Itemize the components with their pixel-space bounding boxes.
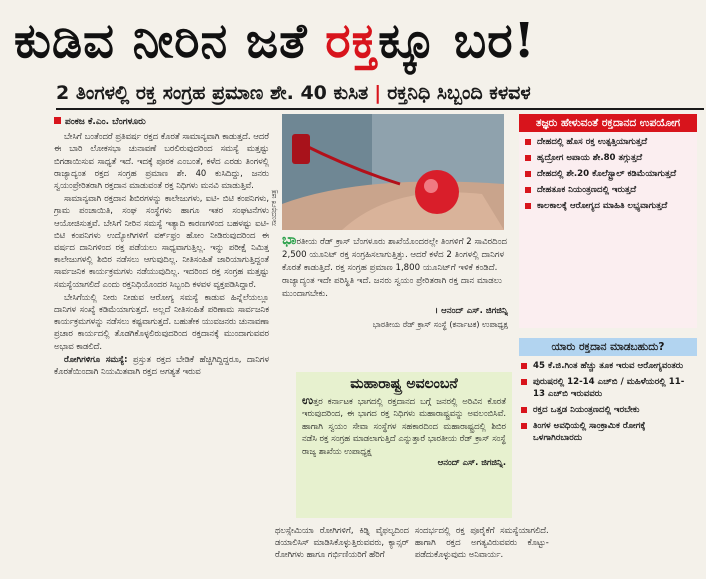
subheading: ರೋಗಿಗಳಿಗೂ ಸಮಸ್ಯೆ:	[64, 353, 128, 364]
maharashtra-author: ಆನಂದ್ ಎಸ್. ಜಿಗಜಿನ್ನಿ.	[437, 457, 506, 468]
header-rule	[56, 108, 704, 110]
quote-dropcap: ಭಾ	[282, 234, 297, 248]
list-item: ದೇಹತೂಕ ನಿಯಂತ್ರಣದಲ್ಲಿ ಇರುತ್ತದೆ	[525, 184, 691, 196]
quote-box	[282, 234, 508, 364]
list-item: ಪುರುಷರಲ್ಲಿ 12-14 ಎಚ್‌ಬಿ / ಮಹಿಳೆಯರಲ್ಲಿ 11-13 ಎಚ್‌ಬಿ ಇರುವವರು	[521, 376, 695, 400]
photo-credit: ಸಾಂದರ್ಭಿಕ ಚಿತ್ರ	[270, 189, 278, 226]
who-box-title: ಯಾರು ರಕ್ತದಾನ ಮಾಡಬಹುದು?	[519, 338, 697, 356]
who-box	[519, 356, 697, 452]
subhead-right: ರಕ್ತನಿಧಿ ಸಿಬ್ಬಂದಿ ಕಳವಳ	[387, 82, 531, 104]
subhead	[56, 80, 704, 106]
subhead-left: 2 ತಿಂಗಳಲ್ಲಿ ರಕ್ತ ಸಂಗ್ರಹ ಪ್ರಮಾಣ ಶೇ. 40 ಕುಸಿತ	[56, 82, 369, 104]
quote-body: ರತೀಯ ರೆಡ್ ಕ್ರಾಸ್ ಬೆಂಗಳೂರು ಶಾಖೆಯೊಂದರಲ್ಲೇ ತಿಂಗಳಿಗೆ 2 ಸಾವಿರದಿಂದ 2,500 ಯೂನಿಟ್ ರಕ್ತ ಸಂಗ್ರಹಿಸಲಾಗುತ್ತಿತ್ತು. ಆದರೆ ಕಳೆದ 2 ತಿಂಗಳಲ್ಲಿ ದಾನಿಗಳ ಕೊರತೆ ಕಾಡುತ್ತಿದೆ. ರಕ್ತ ಸಂಗ್ರಹ ಪ್ರಮಾಣ 1,800 ಯೂನಿಟ್‌ಗೆ ಇಳಿಕೆ ಕಂಡಿದೆ. ರಾಜ್ಯಾದ್ಯಂತ ಇದೇ ಪರಿಸ್ಥಿತಿ ಇದೆ. ಜನರು ಸ್ವಯಂ ಪ್ರೇರಿತರಾಗಿ ರಕ್ತ ದಾನ ಮಾಡಲು ಮುಂದಾಗಬೇಕು.	[282, 237, 508, 299]
blood-donation-photo	[282, 114, 504, 230]
paragraph: ಸಾಮಾನ್ಯವಾಗಿ ರಕ್ತದಾನ ಶಿಬಿರಗಳನ್ನು ಕಾಲೇಜುಗಳು, ಐಟಿ- ಬಿಟಿ ಕಂಪನಿಗಳು, ಗ್ರಾಮ ಪಂಚಾಯಿತಿ, ಸಂಘ ಸಂಸ್ಥೆಗಳು ಹಾಗೂ ಇತರ ಸಂಘಟನೆಗಳು ಆಯೋಜಿಸುತ್ತವೆ. ಬೇಸಿಗೆ ನೀರಿನ ಸಮಸ್ಯೆ ಇತ್ಯಾದಿ ಕಾರಣಗಳಿಂದ ಬಹಳಷ್ಟು ಐಟಿ-ಬಿಟಿ ಕಂಪನಿಗಳು ಉದ್ಯೋಗಿಗಳಿಗೆ ವರ್ಕ್‌ಫ್ರಂ ಹೋಂ ನೀಡಿರುವುದರಿಂದ ಈ ವರ್ಷದ ದಾನಿಗಳಿಂದ ರಕ್ತ ಪಡೆಯಲು ಸಾಧ್ಯವಾಗುತ್ತಿಲ್ಲ. ಇನ್ನು ಪರೀಕ್ಷೆ ನಿಮಿತ್ತ ಕಾಲೇಜುಗಳಲ್ಲಿ ಶಿಬಿರ ನಡೆಸಲು ಆಗುವುದಿಲ್ಲ. ನೀತಿಸಂಹಿತೆ ಜಾರಿಯಾಗುತ್ತಿದ್ದಂತೆ ಸಾರ್ವಜನಿಕ ಕಾರ್ಯಕ್ರಮಗಳು ನಡೆಯುವುದಿಲ್ಲ. ಇದರಿಂದ ರಕ್ತ ಸಂಗ್ರಹ ಮತ್ತಷ್ಟು ಸಮಸ್ಯೆಯಾಗಲಿದೆ ಎಂದು ರಕ್ತನಿಧಿಯೊಂದರ ಸಿಬ್ಬಂದಿ ಕಳವಳ ವ್ಯಕ್ತಪಡಿಸಿದ್ದಾರೆ.	[54, 193, 269, 289]
headline	[14, 4, 704, 78]
quote-author: । ಆನಂದ್ ಎಸ್. ಜಿಗಜಿನ್ನಿ	[434, 306, 508, 316]
list-item: ದೇಹದಲ್ಲಿ ಹೊಸ ರಕ್ತ ಉತ್ಪತ್ತಿಯಾಗುತ್ತದೆ	[525, 136, 691, 148]
quote-author-role: ಭಾರತೀಯ ರೆಡ್ ಕ್ರಾಸ್ ಸಂಸ್ಥೆ (ಕರ್ನಾಟಕ) ಉಪಾಧ್ಯಕ್ಷ	[372, 320, 508, 329]
right-sidebar	[519, 114, 697, 579]
photo-illustration	[282, 114, 504, 230]
paragraph: ಬೇಸಿಗೆ ಬಂತೆಂದರೆ ಪ್ರತಿವರ್ಷ ರಕ್ತದ ಕೊರತೆ ಸಾಮಾನ್ಯವಾಗಿ ಕಾಡುತ್ತದೆ. ಆದರೆ ಈ ಬಾರಿ ಲೋಕಸಭಾ ಚುನಾವಣೆ ಬರಲಿರುವುದರಿಂದ ಸಮಸ್ಯೆ ಮತ್ತಷ್ಟು ಬಿಗಡಾಯಿಸುವ ಸಾಧ್ಯತೆ ಇದೆ. ಇದಕ್ಕೆ ಪೂರಕ ಎಂಬಂತೆ, ಕಳೆದ ಎರಡು ತಿಂಗಳಲ್ಲಿ ರಾಜ್ಯಾದ್ಯಂತ ರಕ್ತದ ಸಂಗ್ರಹ ಪ್ರಮಾಣ ಶೇ. 40 ಕುಸಿದಿದ್ದು, ಜನರು ಸ್ವಯಂಪ್ರೇರಿತರಾಗಿ ರಕ್ತದಾನ ಮಾಡುವಂತೆ ರಕ್ತ ನಿಧಿಗಳು ಮನವಿ ಮಾಡುತ್ತಿವೆ.	[54, 131, 269, 191]
list-item: 45 ಕೆ.ಜಿ.ಗಿಂತ ಹೆಚ್ಚು ತೂಕ ಇರುವ ಆರೋಗ್ಯವಂತರು	[521, 360, 695, 372]
continued-col: ಸಂದರ್ಭದಲ್ಲಿ ರಕ್ತ ಪೂರೈಕೆಗೆ ಸಮಸ್ಯೆಯಾಗಲಿದೆ. ಹಾಗಾಗಿ ರಕ್ತದ ಅಗತ್ಯವಿರುವವರು ಕೊಟ್ಟು- ಪಡೆದುಕೊಳ್ಳುವುದು ಅನಿವಾರ್ಯ.	[414, 525, 549, 560]
byline-marker-icon	[54, 117, 61, 124]
paragraph-problem	[54, 353, 269, 377]
maharashtra-body: ತ್ತರ ಕರ್ನಾಟಕ ಭಾಗದಲ್ಲಿ ರಕ್ತದಾನದ ಬಗ್ಗೆ ಜನರಲ್ಲಿ ಅರಿವಿನ ಕೊರತೆ ಇರುವುದರಿಂದ, ಈ ಭಾಗದ ರಕ್ತ ನಿಧಿಗಳು ಮಹಾರಾಷ್ಟ್ರವನ್ನು ಅವಲಂಬಿಸಿವೆ. ಹಾಗಾಗಿ ಸ್ವಯಂ ಸೇವಾ ಸಂಸ್ಥೆಗಳ ಸಹಕಾರದಿಂದ ಮಹಾರಾಷ್ಟ್ರದಲ್ಲಿ ಶಿಬಿರ ನಡೆಸಿ ರಕ್ತ ಸಂಗ್ರಹ ಮಾಡಲಾಗುತ್ತಿದೆ ಎನ್ನುತ್ತಾರೆ ಭಾರತೀಯ ರೆಡ್ ಕ್ರಾಸ್ ಸಂಸ್ಥೆ ರಾಜ್ಯ ಶಾಖೆಯ ಉಪಾಧ್ಯಕ್ಷ	[302, 396, 506, 456]
experts-box	[519, 132, 697, 328]
left-column	[54, 116, 269, 579]
list-item: ರಕ್ತದ ಒತ್ತಡ ನಿಯಂತ್ರಣದಲ್ಲಿ ಇರಬೇಕು	[521, 404, 695, 416]
list-item: ತಿಂಗಳ ಅವಧಿಯಲ್ಲಿ ಸಾಂಕ್ರಾಮಿಕ ರೋಗಕ್ಕೆ ಒಳಗಾಗಿರಬಾರದು	[521, 420, 695, 444]
subhead-separator: |	[374, 82, 382, 104]
continued-col: ಥಲಸ್ಸೇಮಿಯಾ ರೋಗಿಗಳಿಗೆ, ಕಿಡ್ನಿ ವೈಫಲ್ಯದಿಂದ ಡಯಾಲಿಸಿಸ್ ಮಾಡಿಸಿಕೊಳ್ಳುತ್ತಿರುವವರು, ಕ್ಯಾನ್ಸರ್ ರೋಗಿಗಳು ಹಾಗೂ ಗರ್ಭಿಣಿಯರಿಗೆ ಹೆರಿಗೆ	[275, 525, 409, 560]
list-item: ಕಾಲಕಾಲಕ್ಕೆ ಆರೋಗ್ಯದ ಮಾಹಿತಿ ಲಭ್ಯವಾಗುತ್ತದೆ	[525, 200, 691, 212]
headline-highlight: ರಕ್ತ	[325, 13, 379, 69]
byline-text: ಪಂಕಜ ಕೆ.ಎಂ. ಬೆಂಗಳೂರು	[65, 117, 146, 127]
list-item: ಹೃದ್ರೋಗ ಅಪಾಯ ಶೇ.80 ತಗ್ಗುತ್ತದೆ	[525, 152, 691, 164]
who-list	[521, 360, 695, 444]
maharashtra-box	[296, 372, 512, 518]
quote-text	[282, 234, 508, 301]
paragraph-text: ಪ್ರಸ್ತುತ ರಕ್ತದ ಬೇಡಿಕೆ ಹೆಚ್ಚಿಗಿದ್ದಿದ್ದರೂ, ದಾನಿಗಳ ಕೊರತೆಯಿಂದಾಗಿ ನಿಯಮಿತವಾಗಿ ರಕ್ತದ ಅಗತ್ಯತೆ ಇರುವ	[54, 353, 269, 377]
byline	[54, 116, 269, 128]
experts-box-title: ತಜ್ಞರು ಹೇಳುವಂತೆ ರಕ್ತದಾನದ ಉಪಯೋಗ	[519, 114, 697, 132]
maharashtra-title: ಮಹಾರಾಷ್ಟ್ರ ಅವಲಂಬನೆ	[350, 376, 458, 392]
headline-part3: ಕ್ಕೂ ಬರ!	[378, 13, 536, 69]
headline-part1: ಕುಡಿವ ನೀರಿನ ಜತೆ	[14, 13, 326, 69]
list-item: ದೇಹದಲ್ಲಿ ಶೇ.20 ಕೊಲೆಸ್ಟ್ರಾಲ್ ಕಡಿಮೆಯಾಗುತ್ತದೆ	[525, 168, 691, 180]
maharashtra-text	[302, 394, 506, 457]
experts-list	[525, 136, 691, 212]
maharashtra-dropcap: ಉ	[302, 393, 314, 407]
paragraph: ಬೇಸಿಗೆಯಲ್ಲಿ ನೀರು ನೀಡುವ ಆರೋಗ್ಯ ಸಮಸ್ಯೆ ಕಾಡುವ ಹಿನ್ನೆಲೆಯಲ್ಲೂ ದಾನಿಗಳ ಸಂಖ್ಯೆ ಕಡಿಮೆಯಾಗುತ್ತದೆ. ಅಲ್ಲದೆ ನೀತಿಸಂಹಿತೆ ಪರಿಣಾಮ ಸಾರ್ವಜನಿಕ ಕಾರ್ಯಕ್ರಮಗಳನ್ನು ನಡೆಸಲು ಕಷ್ಟವಾಗುತ್ತದೆ. ಬಹುತೇಕ ಯುವಜನರು ಚುನಾವಣಾ ಪ್ರಚಾರ ಕಾರ್ಯದಲ್ಲಿ ತೊಡಗಿಕೊಳ್ಳಲಿರುವುದರಿಂದ ರಕ್ತದಾನಕ್ಕೆ ಮುಂದಾಗುವವರ ಅಭಾವ ಕಾಡಲಿದೆ.	[54, 291, 269, 351]
